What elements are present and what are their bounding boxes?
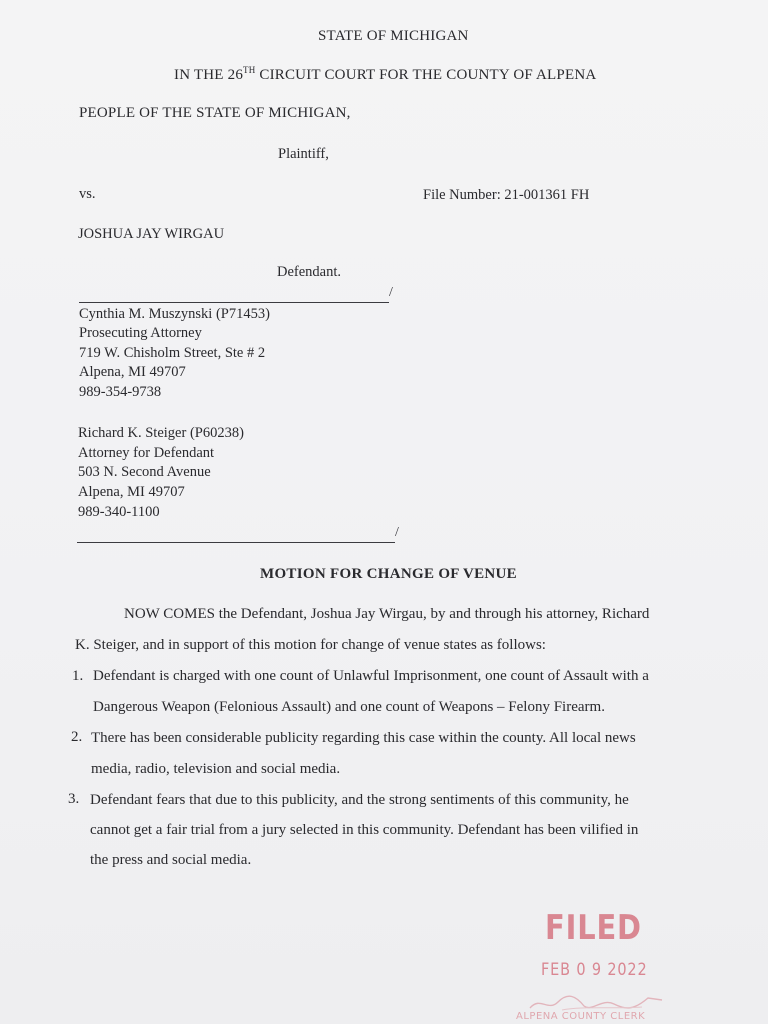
prosecutor-city: Alpena, MI 49707 <box>79 364 186 380</box>
defense-street: 503 N. Second Avenue <box>78 464 211 480</box>
motion-intro-line-1: NOW COMES the Defendant, Joshua Jay Wirgau, by and through his attorney, Richard <box>124 606 650 622</box>
list-item-3-line-3: the press and social media. <box>90 852 252 868</box>
caption-divider-slash: / <box>389 285 393 300</box>
list-item-number: 2. <box>71 729 83 745</box>
list-item-1-line-1: Defendant is charged with one count of Unlawful Imprisonment, one count of Assault with a <box>93 668 649 684</box>
versus-label: vs. <box>79 186 96 202</box>
filed-stamp: FILED <box>545 908 642 948</box>
court-heading-suffix: CIRCUIT COURT FOR THE COUNTY OF ALPENA <box>255 67 597 83</box>
defense-city: Alpena, MI 49707 <box>78 484 185 500</box>
defendant-label: Defendant. <box>277 264 342 280</box>
state-heading: STATE OF MICHIGAN <box>318 28 469 44</box>
court-heading <box>174 65 596 84</box>
prosecutor-name: Cynthia M. Muszynski (P71453) <box>79 306 270 322</box>
motion-title: MOTION FOR CHANGE OF VENUE <box>260 566 517 582</box>
court-heading-superscript: TH <box>243 65 256 75</box>
prosecutor-phone: 989-354-9738 <box>79 384 162 400</box>
defendant-name: JOSHUA JAY WIRGAU <box>78 226 225 242</box>
plaintiff-label: Plaintiff, <box>278 146 329 162</box>
defense-phone: 989-340-1100 <box>78 504 160 520</box>
filed-stamp-county: ALPENA COUNTY CLERK <box>516 1011 646 1022</box>
list-item-number: 1. <box>72 668 84 684</box>
list-item-3-line-2: cannot get a fair trial from a jury selected in this community. Defendant has been vilified in <box>90 822 639 838</box>
plaintiff-name: PEOPLE OF THE STATE OF MICHIGAN, <box>79 105 351 121</box>
prosecutor-title: Prosecuting Attorney <box>79 325 202 341</box>
file-number: File Number: 21-001361 FH <box>423 187 590 203</box>
caption-divider-top <box>79 302 389 303</box>
list-item-2-line-2: media, radio, television and social media. <box>91 761 341 777</box>
list-item-2-line-1: There has been considerable publicity regarding this case within the county. All local news <box>91 730 636 746</box>
motion-intro-line-2: K. Steiger, and in support of this motion for change of venue states as follows: <box>75 637 546 653</box>
list-item-number: 3. <box>68 791 80 807</box>
caption-divider-bottom <box>77 542 395 543</box>
list-item-1-line-2: Dangerous Weapon (Felonious Assault) and one count of Weapons – Felony Firearm. <box>93 699 605 715</box>
defense-title: Attorney for Defendant <box>78 445 215 461</box>
list-item-3-line-1: Defendant fears that due to this publicity, and the strong sentiments of this community, he <box>90 792 629 808</box>
prosecutor-street: 719 W. Chisholm Street, Ste # 2 <box>79 345 266 361</box>
caption-divider-bottom-slash: / <box>395 525 399 540</box>
defense-name: Richard K. Steiger (P60238) <box>78 425 244 441</box>
filed-stamp-date: FEB 0 9 2022 <box>541 960 648 980</box>
court-heading-prefix: IN THE 26 <box>174 67 244 83</box>
